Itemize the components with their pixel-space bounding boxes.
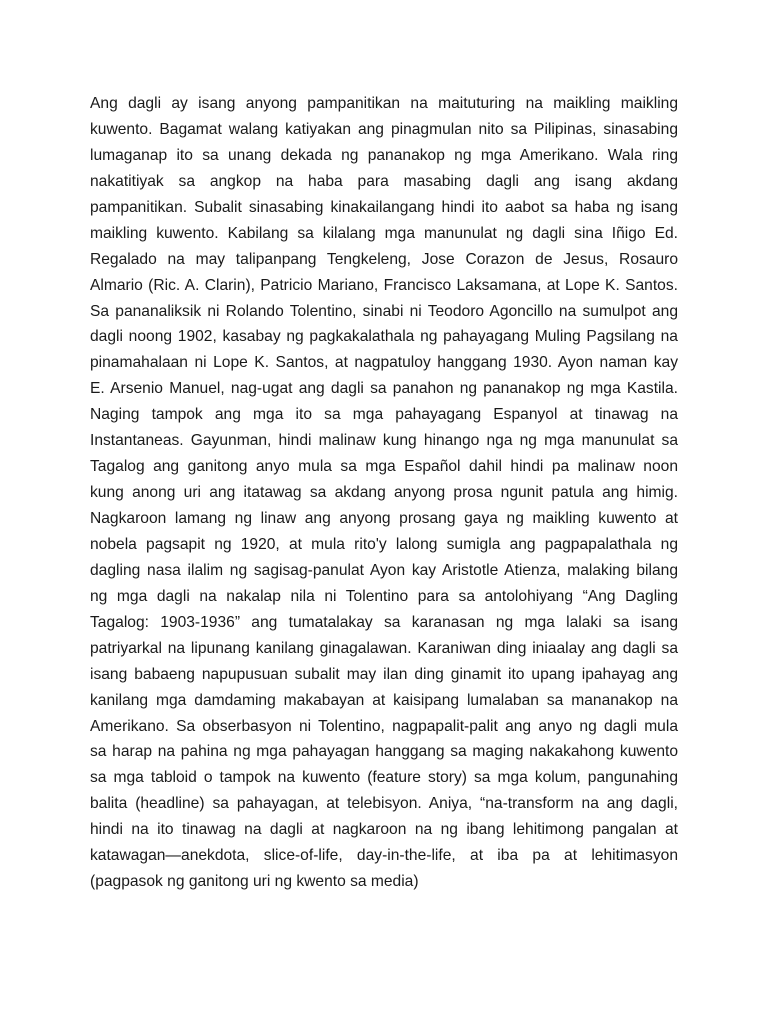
paragraph-line: Instantaneas. Gayunman, hindi malinaw kung hinango nga ng mga manunulat sa [90, 432, 678, 450]
paragraph-line: sa mga tabloid o tampok na kuwento (feature story) sa mga kolum, pangunahing [90, 769, 678, 787]
paragraph-line: pampanitikan. Subalit sinasabing kinakailangang hindi ito aabot sa haba ng isang [90, 198, 678, 216]
paragraph-line: Amerikano. Sa obserbasyon ni Tolentino, nagpapalit-palit ang anyo ng dagli mula [90, 717, 678, 735]
paragraph-line: sa harap na pahina ng mga pahayagan hanggang sa maging nakakahong kuwento [90, 743, 678, 761]
paragraph-line: Almario (Ric. A. Clarin), Patricio Mariano, Francisco Laksamana, at Lope K. Santos. [90, 276, 678, 294]
paragraph-line: kuwento. Bagamat walang katiyakan ang pinagmulan nito sa Pilipinas, sinasabing [90, 120, 678, 138]
paragraph-line: Tagalog ang ganitong anyo mula sa mga Español dahil hindi pa malinaw noon [90, 458, 678, 476]
paragraph-line: Tagalog: 1903-1936” ang tumatalakay sa karanasan ng mga lalaki sa isang [90, 613, 678, 631]
paragraph-line: nakatitiyak sa angkop na haba para masabing dagli ang isang akdang [90, 172, 678, 190]
paragraph-line: lumaganap ito sa unang dekada ng pananakop ng mga Amerikano. Wala ring [90, 146, 678, 164]
paragraph-line: Nagkaroon lamang ng linaw ang anyong prosang gaya ng maikling kuwento at [90, 510, 678, 527]
paragraph-line: Naging tampok ang mga ito sa mga pahayagang Espanyol at tinawag na [90, 406, 678, 424]
paragraph-line: katawagan—anekdota, slice-of-life, day-in-the-life, at iba pa at lehitimasyon [90, 847, 678, 865]
paragraph-line: dagli noong 1902, kasabay ng pagkakalathala ng pahayagang Muling Pagsilang na [90, 328, 678, 346]
paragraph-line: isang babaeng napupusuan subalit may ilan ding ginamit ito upang ipahayag ang [90, 665, 678, 683]
paragraph-line: Regalado na may talipanpang Tengkeleng, Jose Corazon de Jesus, Rosauro [90, 250, 678, 268]
paragraph-line: (pagpasok ng ganitong uri ng kwento sa media) [90, 873, 419, 891]
paragraph-line: E. Arsenio Manuel, nag-ugat ang dagli sa panahon ng pananakop ng mga Kastila. [90, 380, 678, 398]
paragraph-line: balita (headline) sa pahayagan, at telebisyon. Aniya, “na-transform na ang dagli, [90, 795, 678, 813]
body-paragraph [90, 91, 678, 895]
paragraph-line: pinamahalaan ni Lope K. Santos, at nagpatuloy hanggang 1930. Ayon naman kay [90, 354, 678, 372]
paragraph-line: ng mga dagli na nakalap nila ni Tolentino para sa antolohiyang “Ang Dagling [90, 587, 678, 605]
paragraph-line: dagling nasa ilalim ng sagisag-panulat Ayon kay Aristotle Atienza, malaking bilang [90, 561, 678, 579]
paragraph-line: kanilang mga damdaming makabayan at kaisipang lumalaban sa mananakop na [90, 691, 678, 709]
paragraph-line: nobela pagsapit ng 1920, at mula rito'y lalong sumigla ang pagpapalathala ng [90, 535, 678, 553]
paragraph-line: hindi na ito tinawag na dagli at nagkaroon na ng ibang lehitimong pangalan at [90, 821, 678, 839]
paragraph-line: Sa pananaliksik ni Rolando Tolentino, sinabi ni Teodoro Agoncillo na sumulpot ang [90, 302, 678, 320]
paragraph-line: patriyarkal na lipunang kanilang ginagalawan. Karaniwan ding iniaalay ang dagli sa [90, 639, 678, 657]
paragraph-line: maikling kuwento. Kabilang sa kilalang mga manunulat ng dagli sina Iñigo Ed. [90, 224, 678, 242]
paragraph-line: kung anong uri ang itatawag sa akdang anyong prosa ngunit patula ang himig. [90, 484, 678, 502]
paragraph-line: Ang dagli ay isang anyong pampanitikan na maituturing na maikling maikling [90, 95, 678, 112]
